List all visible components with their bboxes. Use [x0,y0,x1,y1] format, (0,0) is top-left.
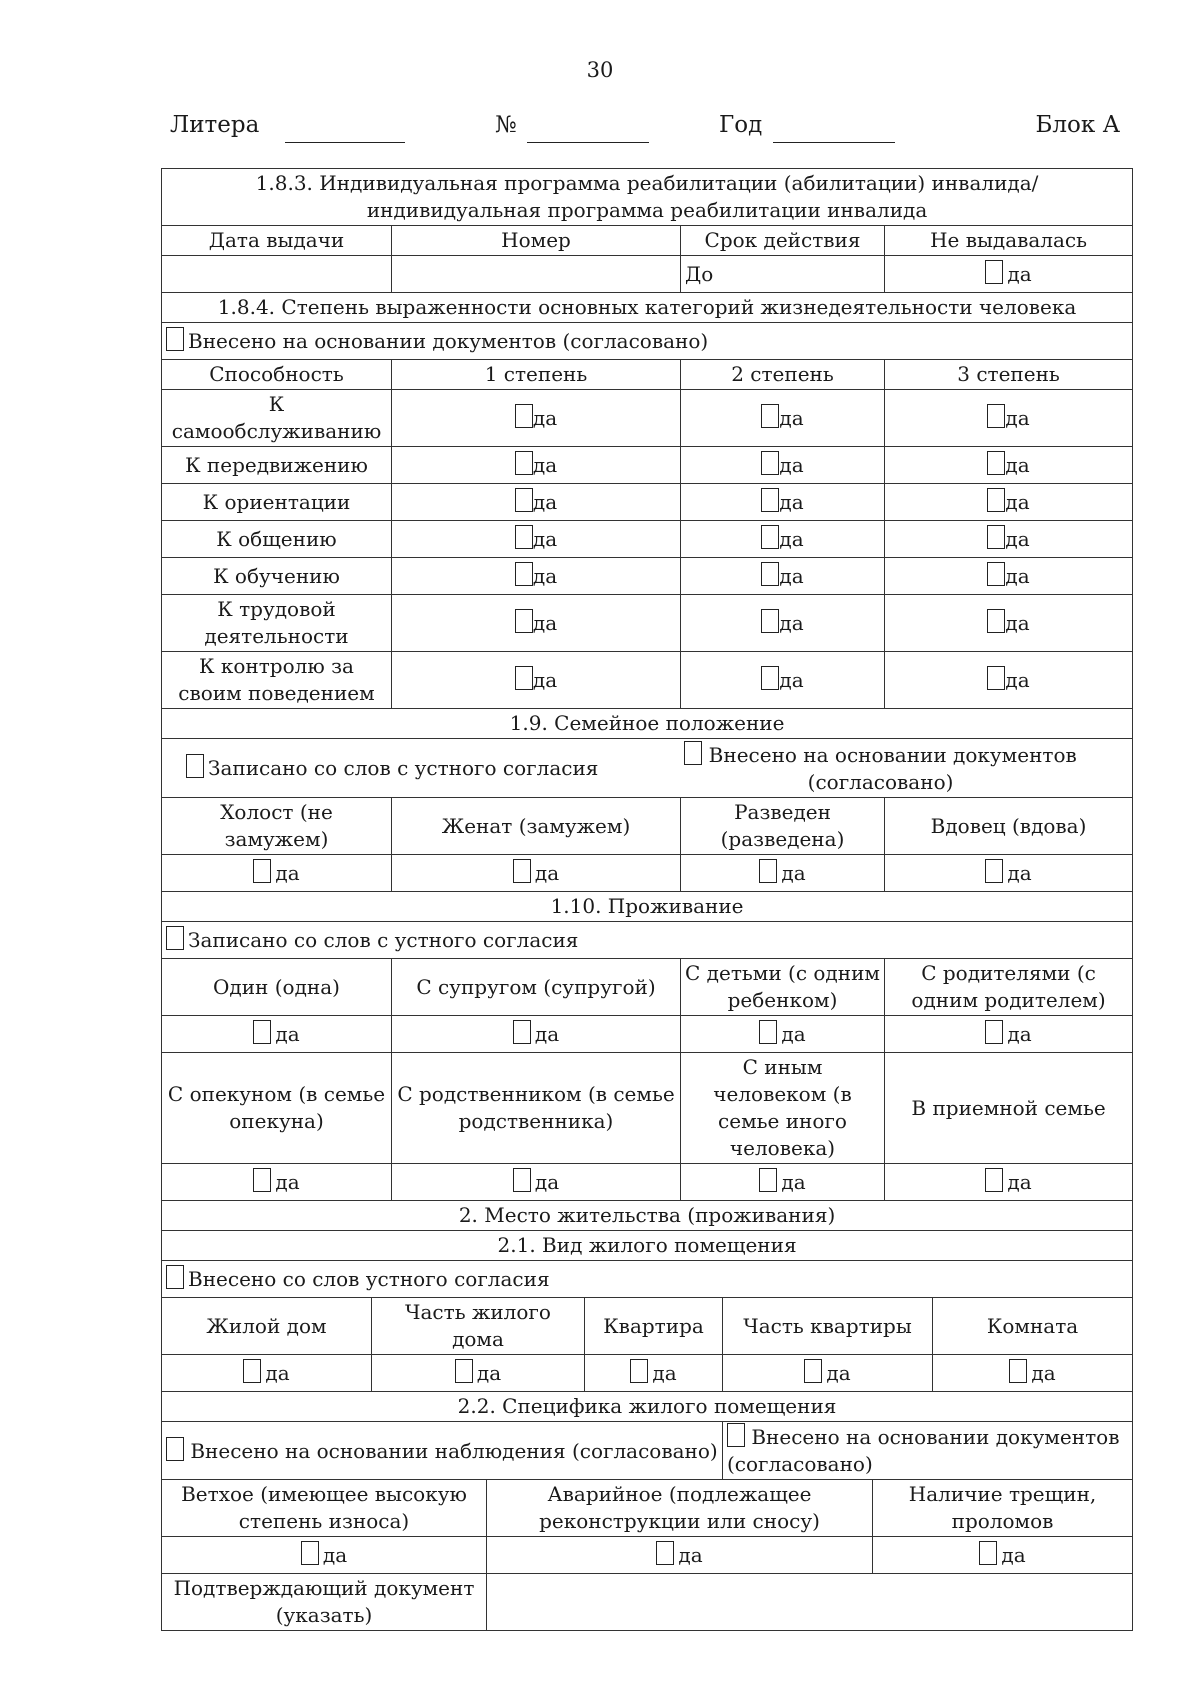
not-issued-cell [885,256,1133,293]
degree-3-checkbox[interactable] [987,404,1005,428]
ability-learning: К обучению [162,558,392,595]
number-label: № [495,112,517,138]
living-guardian: С опекуном (в семье опекуна) [162,1053,392,1164]
yes-label: да [532,611,558,635]
section-22-title: 2.2. Специфика жилого помещения [162,1392,1133,1422]
s19-source-row [162,739,1133,798]
yes-label: да [532,406,558,430]
yes-label: да [1005,527,1030,551]
degree-3-checkbox[interactable] [987,451,1005,475]
housing-apartment: Квартира [585,1298,723,1355]
foster-family-checkbox[interactable] [985,1168,1003,1192]
section-21-title: 2.1. Вид жилого помещения [162,1231,1133,1261]
spec-cracks: Наличие трещин, проломов [873,1480,1133,1537]
section-110-title: 1.10. Проживание [162,892,1133,922]
living-children: С детьми (с одним ребенком) [681,959,885,1016]
degree-3-checkbox[interactable] [987,525,1005,549]
degree-1-checkbox[interactable] [515,451,533,475]
col-single: Холост (не замужем) [162,798,392,855]
yes-label: да [1005,453,1030,477]
s21-oral-label: Внесено со слов устного согласия [188,1267,550,1291]
col-issue-date: Дата выдачи [162,226,392,256]
yes-label: да [1005,668,1030,692]
yes-label: да [275,861,300,885]
deg-cell [885,484,1133,521]
yes-label: да [1007,1170,1032,1194]
part-house-checkbox[interactable] [455,1359,473,1383]
yes-label: да [779,453,804,477]
room-checkbox[interactable] [1009,1359,1027,1383]
deg-cell [392,447,681,484]
block-label: Блок А [1035,112,1120,138]
validity-prefix: До [685,261,714,286]
living-alone: Один (одна) [162,959,392,1016]
s184-docs-label: Внесено на основании документов (согласовано) [188,329,709,353]
cb-cell [487,1537,873,1574]
deg-cell [392,521,681,558]
degree-1-checkbox[interactable] [515,488,533,512]
cb-cell [723,1355,933,1392]
yes-label: да [779,564,804,588]
deg-cell [681,447,885,484]
yes-label: да [534,861,560,885]
degree-2-checkbox[interactable] [761,451,779,475]
cb-cell [162,1016,392,1053]
yes-label: да [534,1022,560,1046]
spec-dilapidated: Ветхое (имеющее высокую степень износа) [162,1480,487,1537]
apartment-checkbox[interactable] [630,1359,648,1383]
dilapidated-checkbox[interactable] [301,1541,319,1565]
issue-date-field[interactable] [162,256,392,293]
col-degree-3: 3 степень [885,360,1133,390]
deg-cell [885,390,1133,447]
housing-part-apartment: Часть квартиры [723,1298,933,1355]
s110-oral-label: Записано со слов с устного согласия [188,928,579,952]
cb-cell [162,1537,487,1574]
deg-cell [392,390,681,447]
deg-cell [681,484,885,521]
deg-cell [885,447,1133,484]
section-19-title: 1.9. Семейное положение [162,709,1133,739]
s22-docs-checkbox[interactable] [727,1423,745,1447]
page-number: 30 [586,58,614,82]
ability-communication: К общению [162,521,392,558]
s22-obs-cell [162,1422,723,1480]
yes-label: да [1001,1543,1026,1567]
litera-label: Литера [170,112,260,138]
spec-emergency: Аварийное (подлежащее реконструкции или сносу) [487,1480,873,1537]
number-value-field[interactable] [392,256,681,293]
yes-label: да [275,1170,300,1194]
litera-field[interactable] [285,142,405,143]
s22-docs-label: Внесено на основании документов (согласовано) [727,1425,1120,1476]
degree-2-checkbox[interactable] [761,404,779,428]
s22-obs-label: Внесено на основании наблюдения (согласовано) [190,1438,718,1463]
deg-cell [392,595,681,652]
degree-1-checkbox[interactable] [515,562,533,586]
cb-cell [392,1164,681,1201]
widowed-checkbox[interactable] [985,859,1003,883]
s184-docs-checkbox[interactable] [166,327,184,351]
degree-1-checkbox[interactable] [515,666,533,690]
degree-2-checkbox[interactable] [761,525,779,549]
form-table [161,168,1133,1631]
living-other-person: С иным человеком (в семье иного человека) [681,1053,885,1164]
cb-cell [162,855,392,892]
house-checkbox[interactable] [243,1359,261,1383]
deg-cell [885,652,1133,709]
yes-label: да [1005,406,1030,430]
deg-cell [885,521,1133,558]
part-apartment-checkbox[interactable] [804,1359,822,1383]
yes-label: да [532,668,558,692]
yes-label: да [1005,611,1030,635]
yes-label: да [532,564,558,588]
other-person-checkbox[interactable] [759,1168,777,1192]
yes-label: да [1031,1361,1056,1385]
confirming-doc-field[interactable] [487,1574,1133,1631]
yes-label: да [652,1361,677,1385]
yes-label: да [532,453,558,477]
yes-label: да [532,527,558,551]
cb-cell [681,1164,885,1201]
divorced-checkbox[interactable] [759,859,777,883]
cb-cell [681,855,885,892]
col-degree-2: 2 степень [681,360,885,390]
not-issued-checkbox[interactable] [985,260,1003,284]
year-label: Год [719,112,763,138]
living-relative: С родственником (в семье родственника) [392,1053,681,1164]
validity-field[interactable] [681,256,885,293]
yes-label: да [779,490,804,514]
degree-3-checkbox[interactable] [987,666,1005,690]
yes-label: да [1007,861,1032,885]
cb-cell [372,1355,585,1392]
yes-label: да [1007,262,1032,286]
yes-label: да [534,1170,560,1194]
cb-cell [885,1016,1133,1053]
col-degree-1: 1 степень [392,360,681,390]
s21-oral-checkbox[interactable] [166,1265,184,1289]
section-2-title: 2. Место жительства (проживания) [162,1201,1133,1231]
s19-oral-checkbox[interactable] [186,754,204,778]
cb-cell [392,1016,681,1053]
cb-cell [885,855,1133,892]
cb-cell [885,1164,1133,1201]
yes-label: да [779,527,804,551]
parents-checkbox[interactable] [985,1020,1003,1044]
s19-oral-label: Записано со слов с устного согласия [208,756,599,780]
degree-1-checkbox[interactable] [515,525,533,549]
degree-1-checkbox[interactable] [515,609,533,633]
housing-part-house: Часть жилого дома [372,1298,585,1355]
deg-cell [681,521,885,558]
yes-label: да [826,1361,851,1385]
spouse-checkbox[interactable] [513,1020,531,1044]
s22-docs-cell [723,1422,1133,1480]
form-header [170,112,1120,144]
living-foster-family: В приемной семье [885,1053,1133,1164]
ability-labor: К трудовой деятельности [162,595,392,652]
degree-1-checkbox[interactable] [515,404,533,428]
single-checkbox[interactable] [253,859,271,883]
living-spouse: С супругом (супругой) [392,959,681,1016]
yes-label: да [275,1022,300,1046]
s19-docs-label: Внесено на основании документов (согласовано) [708,742,1077,794]
degree-3-checkbox[interactable] [987,488,1005,512]
deg-cell [681,390,885,447]
yes-label: да [532,490,558,514]
cb-cell [933,1355,1133,1392]
cb-cell [162,1164,392,1201]
yes-label: да [265,1361,290,1385]
s22-obs-checkbox[interactable] [166,1437,184,1461]
ability-orientation: К ориентации [162,484,392,521]
married-checkbox[interactable] [513,859,531,883]
degree-3-checkbox[interactable] [987,609,1005,633]
col-not-issued: Не выдавалась [885,226,1133,256]
deg-cell [392,558,681,595]
housing-room: Комната [933,1298,1133,1355]
s110-oral-checkbox[interactable] [166,926,184,950]
deg-cell [392,484,681,521]
yes-label: да [781,1022,806,1046]
living-parents: С родителями (с одним родителем) [885,959,1133,1016]
degree-2-checkbox[interactable] [761,562,779,586]
col-ability: Способность [162,360,392,390]
yes-label: да [781,1170,806,1194]
housing-house: Жилой дом [162,1298,372,1355]
col-married: Женат (замужем) [392,798,681,855]
deg-cell [392,652,681,709]
yes-label: да [1005,490,1030,514]
col-number: Номер [392,226,681,256]
s110-oral-row [162,922,1133,959]
yes-label: да [779,668,804,692]
relative-checkbox[interactable] [513,1168,531,1192]
deg-cell [681,652,885,709]
degree-2-checkbox[interactable] [761,609,779,633]
ability-behavior-control: К контролю за своим поведением [162,652,392,709]
emergency-checkbox[interactable] [656,1541,674,1565]
s21-oral-row [162,1261,1133,1298]
degree-2-checkbox[interactable] [761,666,779,690]
deg-cell [885,558,1133,595]
s184-docs-row [162,323,1133,360]
deg-cell [885,595,1133,652]
cb-cell [681,1016,885,1053]
children-checkbox[interactable] [759,1020,777,1044]
yes-label: да [476,1361,502,1385]
cb-cell [585,1355,723,1392]
deg-cell [681,595,885,652]
degree-2-checkbox[interactable] [761,488,779,512]
yes-label: да [781,861,806,885]
section-184-title: 1.8.4. Степень выраженности основных категорий жизнедеятельности человека [162,293,1133,323]
yes-label: да [779,406,804,430]
number-field[interactable] [527,142,649,143]
cracks-checkbox[interactable] [979,1541,997,1565]
col-divorced: Разведен (разведена) [681,798,885,855]
cb-cell [873,1537,1133,1574]
ability-self-care: К самообслуживанию [162,390,392,447]
yes-label: да [322,1543,348,1567]
deg-cell [681,558,885,595]
yes-label: да [1005,564,1030,588]
col-widowed: Вдовец (вдова) [885,798,1133,855]
degree-3-checkbox[interactable] [987,562,1005,586]
yes-label: да [779,611,804,635]
yes-label: да [1007,1022,1032,1046]
guardian-checkbox[interactable] [253,1168,271,1192]
confirming-doc-label: Подтверждающий документ (указать) [162,1574,487,1631]
yes-label: да [678,1543,703,1567]
col-validity: Срок действия [681,226,885,256]
s19-docs-checkbox[interactable] [684,741,702,765]
ability-movement: К передвижению [162,447,392,484]
section-183-title: 1.8.3. Индивидуальная программа реабилитации (абилитации) инвалида/ индивидуальная программа реабилитации инвалида [162,169,1133,226]
alone-checkbox[interactable] [253,1020,271,1044]
cb-cell [162,1355,372,1392]
year-field[interactable] [773,142,895,143]
cb-cell [392,855,681,892]
